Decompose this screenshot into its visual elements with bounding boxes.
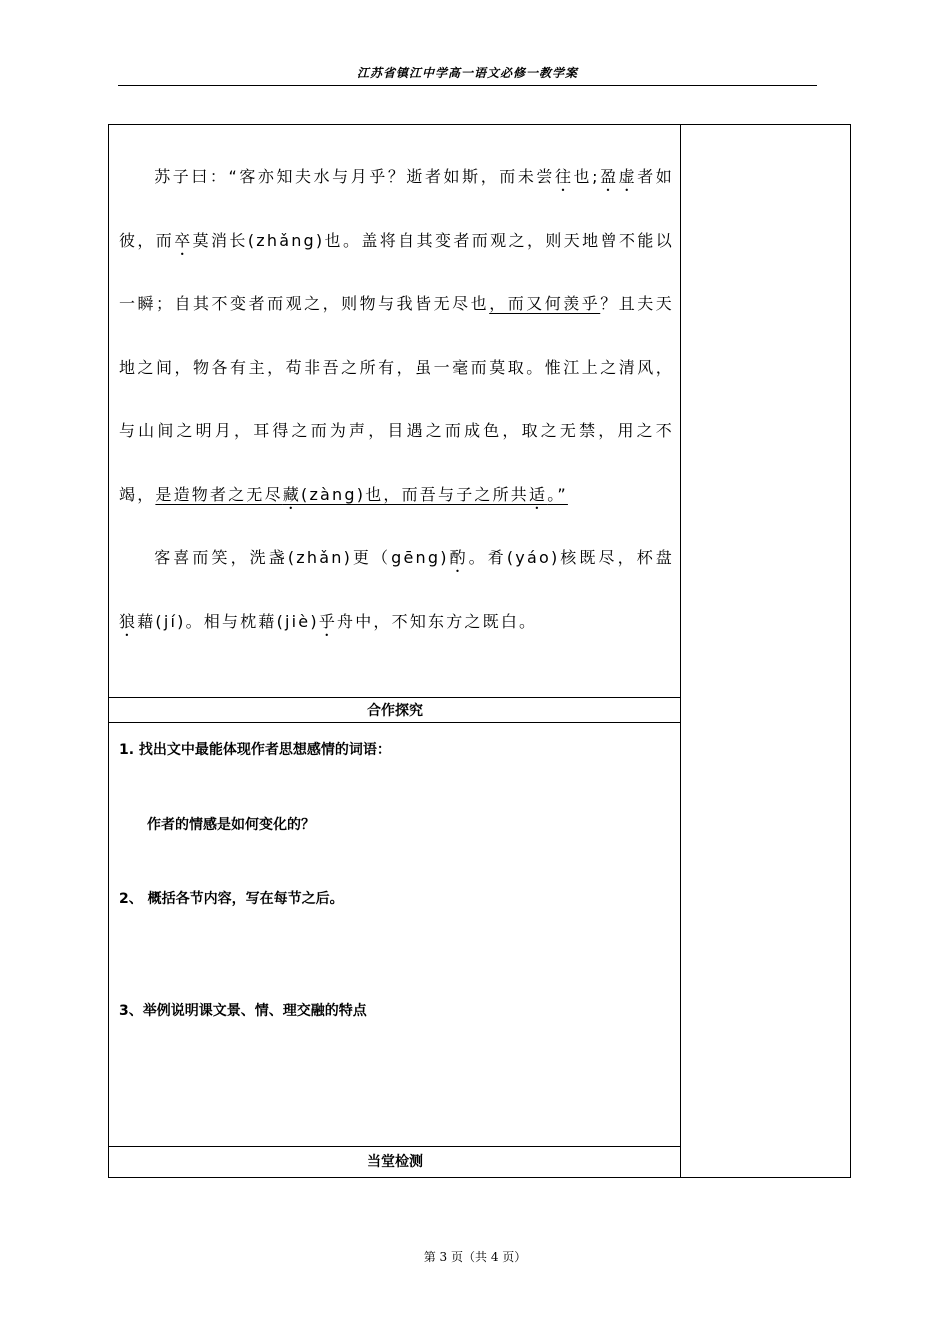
header-rule (118, 85, 817, 86)
text-segment: 客喜而笑，洗盏(zhǎn)更（gēng) (154, 548, 449, 567)
emphasized-character: 酌 (448, 548, 469, 567)
page-footer: 第 3 页（共 4 页） (423, 1250, 527, 1264)
question-2: 2、 概括各节内容，写在每节之后。 (119, 891, 344, 907)
question-3: 3、举例说明课文景、情、理交融的特点 (119, 1003, 367, 1019)
section-title-cooperation: 合作探究 (367, 703, 423, 719)
question-1-followup: 作者的情感是如何变化的？ (147, 817, 315, 833)
emphasized-character: 往 (554, 167, 574, 186)
emphasized-character: 藏 (282, 484, 302, 504)
text-segment: ？且夫天地之间，物各有主，苟非吾之所有，虽一毫而莫取。惟江上之清风，与山间之明月，耳得之而为声，目遇之而成色，取之无禁，用之不竭， (119, 294, 674, 504)
underlined-text: 。” (547, 484, 568, 504)
emphasized-character: 虚 (618, 167, 638, 186)
section-title-test: 当堂检测 (367, 1154, 423, 1170)
underlined-text: (zàng)也，而吾与子之所共 (301, 484, 530, 504)
text-segment: 苏子曰：“客亦知夫水与月乎？逝者如斯，而未尝 (154, 167, 555, 186)
text-segment: 藉(jí)。相与枕藉(jiè) (137, 611, 319, 631)
underlined-text: 是造物者之无尽 (155, 484, 283, 504)
text-segment: 也; (573, 167, 600, 186)
emphasized-character: 乎 (318, 611, 338, 631)
header-title: 江苏省镇江中学高一语文必修一教学案 (356, 66, 578, 80)
emphasized-character: 盈 (599, 167, 619, 186)
text-segment: 。肴(yáo)核既尽，杯盘 (468, 548, 674, 567)
question-1: 1. 找出文中最能体现作者思想感情的词语： (119, 742, 391, 758)
emphasized-character: 适 (529, 484, 548, 504)
classical-text-passage (119, 145, 674, 653)
emphasized-character: 卒 (174, 230, 193, 250)
text-segment: 者如彼，而 (119, 167, 675, 250)
row-divider (109, 722, 681, 723)
column-divider (680, 125, 681, 1177)
emphasized-character: 狼 (119, 611, 138, 631)
passage-paragraph-1 (119, 145, 674, 526)
lesson-table (108, 124, 851, 1178)
passage-paragraph-2 (119, 526, 674, 653)
text-segment: 舟中，不知东方之既白。 (337, 611, 538, 631)
text-segment: 莫消长(zhǎng)也。盖将自其变者而观之，则天地曾不能以一瞬；自其不变者而观之，则物与我皆无尽也 (119, 230, 674, 313)
row-divider (109, 1146, 681, 1147)
underlined-text: ，而又何羡乎 (489, 294, 601, 313)
row-divider (109, 697, 681, 698)
